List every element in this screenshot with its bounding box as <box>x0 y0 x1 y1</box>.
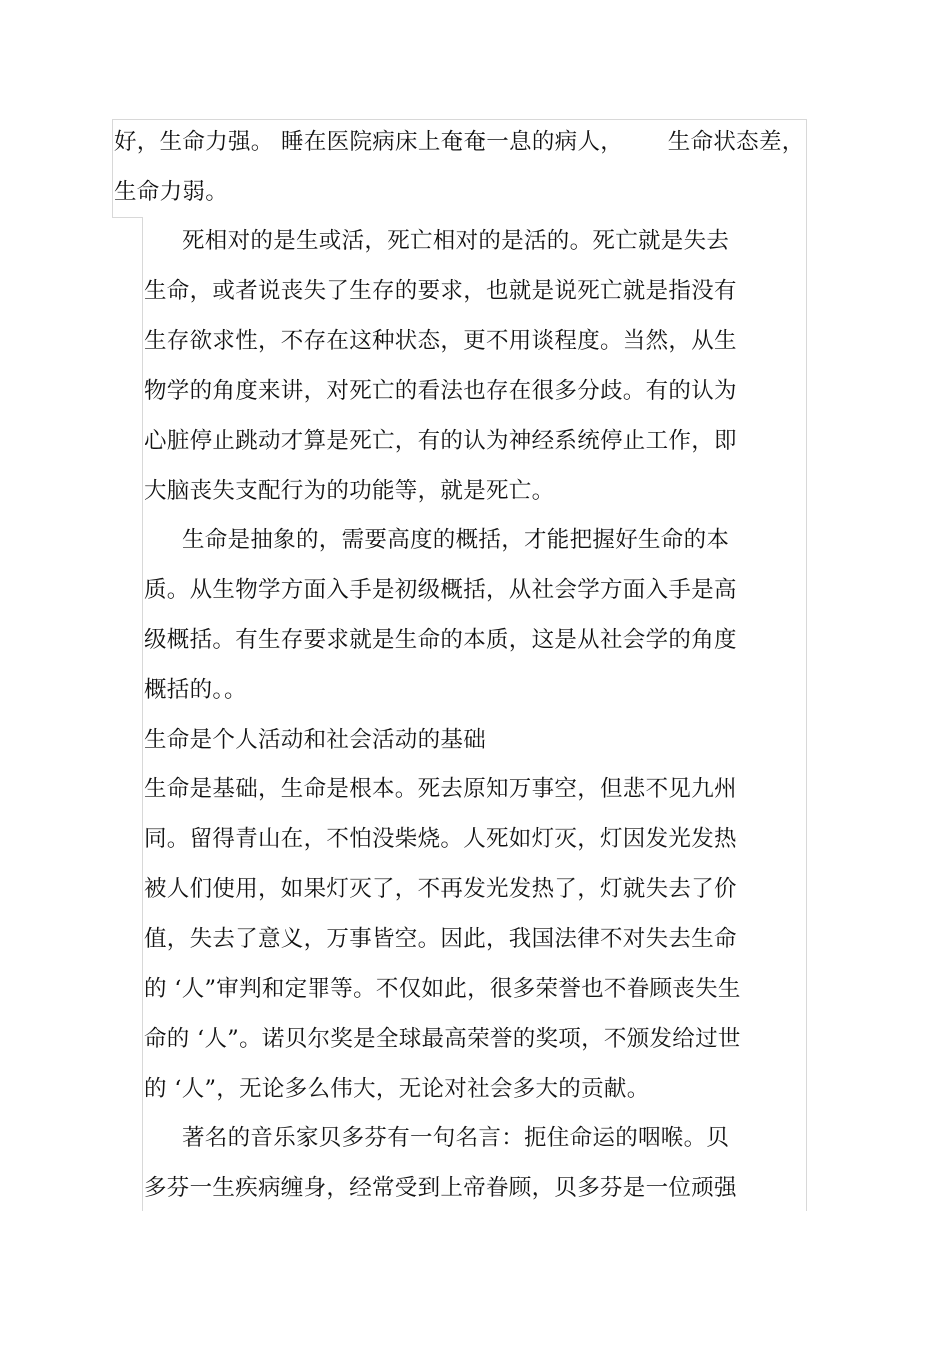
text-line: 大脑丧失支配行为的功能等，就是死亡。 <box>144 478 555 504</box>
frame-left-border-upper <box>112 119 113 217</box>
text-line: 心脏停止跳动才算是死亡，有的认为神经系统停止工作，即 <box>144 428 737 454</box>
text-line: 好，生命力强。 睡在医院病床上奄奄一息的病人， 生命状态差， <box>114 129 805 155</box>
text-line: 生存欲求性，不存在这种状态，更不用谈程度。当然，从生 <box>144 328 737 354</box>
text-line: 多芬一生疾病缠身，经常受到上帝眷顾，贝多芬是一位顽强 <box>144 1175 737 1201</box>
text-line: 级概括。有生存要求就是生命的本质，这是从社会学的角度 <box>144 627 737 653</box>
paragraph-start-line: 著名的音乐家贝多芬有一句名言：扼住命运的咽喉。贝 <box>182 1125 730 1151</box>
text-line: 质。从生物学方面入手是初级概括，从社会学方面入手是高 <box>144 577 737 603</box>
text-line: 生命力弱。 <box>114 179 229 205</box>
text-line: 命的 ‘人”。诺贝尔奖是全球最高荣誉的奖项，不颁发给过世 <box>144 1026 741 1052</box>
frame-right-border <box>806 119 807 1211</box>
section-heading: 生命是个人活动和社会活动的基础 <box>144 727 487 753</box>
paragraph-start-line: 生命是抽象的，需要高度的概括，才能把握好生命的本 <box>182 527 730 553</box>
text-line: 值，失去了意义，万事皆空。因此，我国法律不对失去生命 <box>144 926 737 952</box>
text-line: 被人们使用，如果灯灭了，不再发光发热了，灯就失去了价 <box>144 876 737 902</box>
frame-top-border <box>112 119 806 120</box>
frame-step-border <box>112 217 142 218</box>
text-line: 生命是基础，生命是根本。死去原知万事空，但悲不见九州 <box>144 776 737 802</box>
text-line: 的 ‘人”审判和定罪等。不仅如此，很多荣誉也不眷顾丧失生 <box>144 976 741 1002</box>
paragraph-start-line: 死相对的是生或活，死亡相对的是活的。死亡就是失去 <box>182 228 730 254</box>
text-line: 物学的角度来讲，对死亡的看法也存在很多分歧。有的认为 <box>144 378 737 404</box>
text-line: 同。留得青山在，不怕没柴烧。人死如灯灭，灯因发光发热 <box>144 826 737 852</box>
frame-left-border-lower <box>142 217 143 1211</box>
text-line: 概括的。。 <box>144 677 247 703</box>
text-line: 的 ‘人”，无论多么伟大，无论对社会多大的贡献。 <box>144 1076 650 1102</box>
text-line: 生命，或者说丧失了生存的要求，也就是说死亡就是指没有 <box>144 278 737 304</box>
